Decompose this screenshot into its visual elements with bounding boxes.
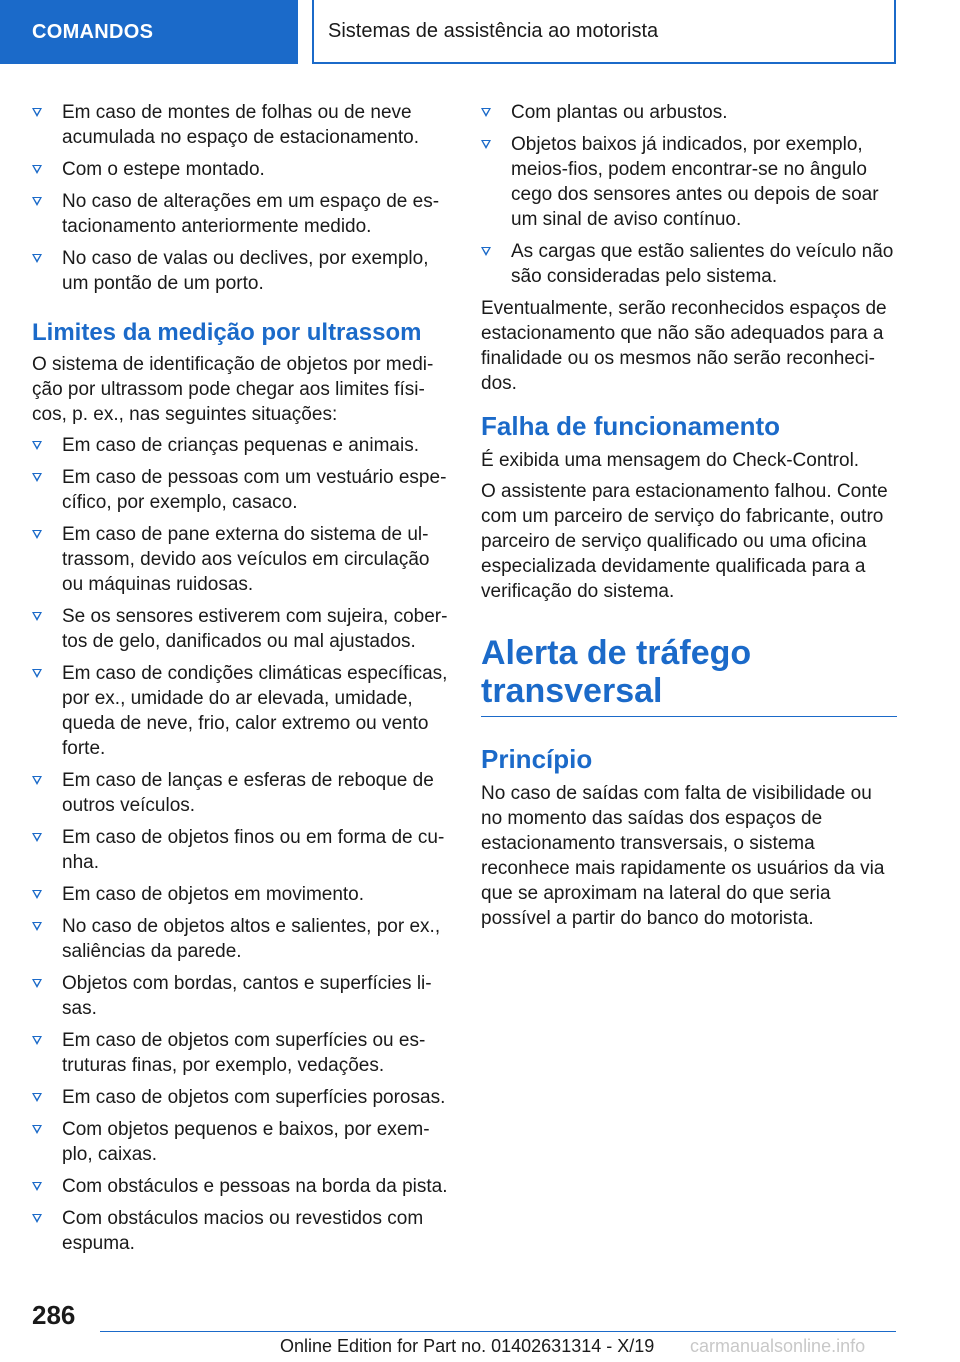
- triangle-bullet-icon: [32, 890, 42, 899]
- bullet-list-situations: [32, 100, 448, 296]
- triangle-bullet-icon: [481, 108, 491, 117]
- list-item: Em caso de pane externa do sistema de ultrassom, devido aos veículos em circulação ou máquinas ruidosas.: [32, 522, 448, 597]
- triangle-bullet-icon: [32, 1214, 42, 1223]
- triangle-bullet-icon: [32, 254, 42, 263]
- triangle-bullet-icon: [32, 922, 42, 931]
- list-item: Em caso de condições climáticas específicas, por ex., umidade do ar elevada, umidade, queda de neve, frio, calor extremo ou vento forte.: [32, 661, 448, 761]
- intro-paragraph: O sistema de identificação de objetos por medição por ultrassom pode chegar aos limites físicos, p. ex., nas seguintes situações:: [32, 354, 434, 425]
- triangle-bullet-icon: [32, 165, 42, 174]
- heading-limites: Limites da medição por ultrassom: [32, 319, 422, 346]
- list-item: Objetos baixos já indicados, por exemplo, meios-fios, podem encontrar-se no ângulo cego dos sensores antes ou depois de soar um sinal de aviso contínuo.: [481, 132, 897, 232]
- section-tab: COMANDOS: [0, 0, 298, 64]
- triangle-bullet-icon: [32, 197, 42, 206]
- list-item: Em caso de pessoas com um vestuário específico, por exemplo, casaco.: [32, 465, 448, 515]
- paragraph-falha: O assistente para estacionamento falhou. Conte com um parceiro de serviço do fabricante, outro parceiro de serviço qualificado ou uma oficina especializada devidamente qualificada para a verificação do sistema.: [481, 481, 888, 602]
- triangle-bullet-icon: [32, 473, 42, 482]
- list-item: No caso de valas ou declives, por exemplo, um pontão de um porto.: [32, 246, 448, 296]
- page-number: 286: [32, 1300, 76, 1330]
- triangle-bullet-icon: [32, 979, 42, 988]
- footer-edition: Online Edition for Part no. 01402631314 - X/19: [280, 1336, 655, 1356]
- list-item: Com obstáculos macios ou revestidos com espuma.: [32, 1206, 448, 1256]
- list-item: Objetos com bordas, cantos e superfícies lisas.: [32, 971, 448, 1021]
- list-item: Com obstáculos e pessoas na borda da pista.: [32, 1174, 448, 1199]
- triangle-bullet-icon: [481, 140, 491, 149]
- triangle-bullet-icon: [32, 108, 42, 117]
- paragraph-check-control: É exibida uma mensagem do Check-Control.: [481, 450, 860, 471]
- list-item: Em caso de crianças pequenas e animais.: [32, 433, 448, 458]
- list-item: Se os sensores estiverem com sujeira, cobertos de gelo, danificados ou mal ajustados.: [32, 604, 448, 654]
- chapter-title: Alerta de tráfego transversal: [481, 634, 897, 717]
- list-item: As cargas que estão salientes do veículo não são consideradas pelo sistema.: [481, 239, 897, 289]
- triangle-bullet-icon: [32, 1093, 42, 1102]
- list-item: Em caso de objetos finos ou em forma de cunha.: [32, 825, 448, 875]
- list-item: No caso de objetos altos e salientes, por ex., saliências da parede.: [32, 914, 448, 964]
- triangle-bullet-icon: [32, 669, 42, 678]
- right-column: [481, 100, 897, 937]
- heading-falha: Falha de funcionamento: [481, 411, 781, 441]
- paragraph-principio: No caso de saídas com falta de visibilidade ou no momento das saídas dos espaços de estacionamento transversais, o sistema reconhece mais rapidamente os usuários da via que se aproximam na lateral do que seria possível a partir do banco do motorista.: [481, 783, 885, 929]
- triangle-bullet-icon: [32, 612, 42, 621]
- triangle-bullet-icon: [32, 530, 42, 539]
- left-column: [32, 100, 448, 1263]
- triangle-bullet-icon: [32, 1125, 42, 1134]
- bullet-list-continued: [481, 100, 897, 289]
- list-item: Com objetos pequenos e baixos, por exemplo, caixas.: [32, 1117, 448, 1167]
- triangle-bullet-icon: [32, 1182, 42, 1191]
- footer-divider: [100, 1331, 896, 1332]
- list-item: Em caso de objetos em movimento.: [32, 882, 448, 907]
- paragraph-eventualmente: Eventualmente, serão reconhecidos espaços de estacionamento que não são adequados para a finalidade ou os mesmos não serão reconhecidos.: [481, 298, 887, 394]
- list-item: Em caso de objetos com superfícies porosas.: [32, 1085, 448, 1110]
- bullet-list-limits: [32, 433, 448, 1256]
- list-item: Com o estepe montado.: [32, 157, 448, 182]
- triangle-bullet-icon: [32, 776, 42, 785]
- triangle-bullet-icon: [481, 247, 491, 256]
- watermark: carmanualsonline.info: [690, 1336, 866, 1356]
- list-item: Em caso de objetos com superfícies ou estruturas finas, por exemplo, vedações.: [32, 1028, 448, 1078]
- heading-principio: Princípio: [481, 744, 593, 774]
- triangle-bullet-icon: [32, 833, 42, 842]
- list-item: Em caso de lanças e esferas de reboque de outros veículos.: [32, 768, 448, 818]
- triangle-bullet-icon: [32, 441, 42, 450]
- list-item: Em caso de montes de folhas ou de neve acumulada no espaço de estacionamento.: [32, 100, 448, 150]
- list-item: Com plantas ou arbustos.: [481, 100, 897, 125]
- list-item: No caso de alterações em um espaço de estacionamento anteriormente medido.: [32, 189, 448, 239]
- triangle-bullet-icon: [32, 1036, 42, 1045]
- section-title: Sistemas de assistência ao motorista: [312, 0, 896, 64]
